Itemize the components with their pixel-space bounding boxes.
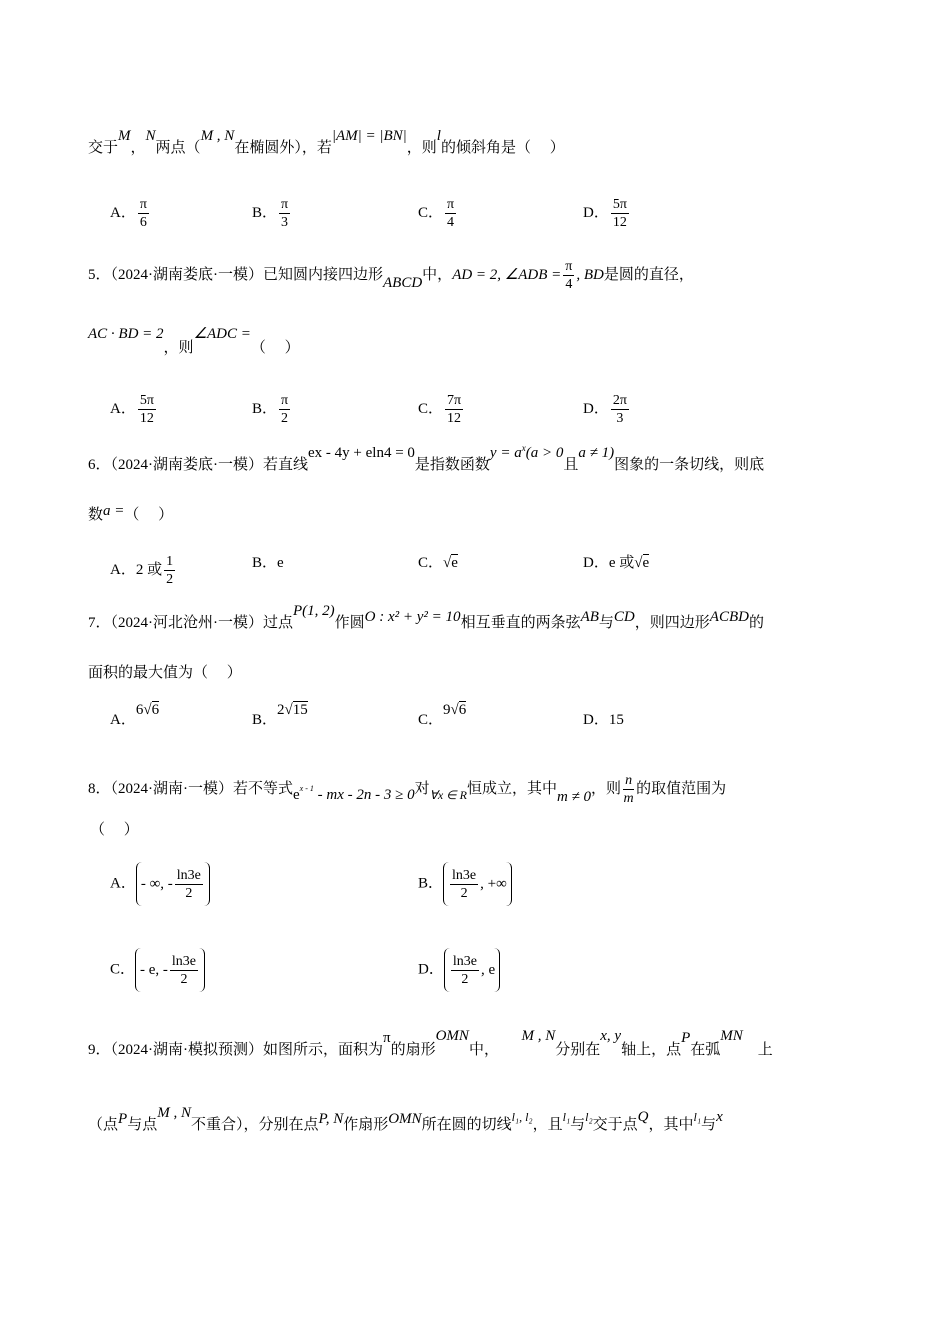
interval [443, 862, 512, 906]
math: N [145, 128, 156, 144]
frac-num: n [625, 773, 633, 788]
math: |AM| = |BN| [331, 128, 407, 144]
text: 交于点 [592, 1117, 638, 1133]
frac-num: ln3e [171, 953, 197, 969]
text: 分别在 [555, 1042, 601, 1058]
fraction [279, 196, 290, 231]
math: x [716, 1109, 723, 1125]
text: 的 [748, 615, 764, 631]
frac-den: 3 [616, 411, 624, 426]
frac-num: 2π [612, 393, 627, 408]
option-label: D． [418, 961, 444, 978]
option-label: A． [110, 875, 136, 892]
q5-stem-2 [88, 326, 300, 356]
math: l₁ [693, 1110, 702, 1124]
q6-option-a [110, 553, 177, 588]
option-label: A． [110, 204, 136, 221]
frac-den: 12 [612, 215, 627, 230]
math: ∠ADC = [193, 326, 251, 342]
math: O : x² + y² = 10 [364, 609, 461, 625]
q7-option-a [110, 702, 160, 730]
math: e [293, 786, 300, 803]
option-label: D． [583, 204, 609, 221]
text: 的取值范围为 [636, 780, 727, 797]
text: 轴上，点 [621, 1042, 682, 1058]
option-text: 15 [608, 712, 624, 728]
text: 交于 [88, 140, 119, 156]
text: ，其中 [648, 1117, 694, 1133]
text: ，则四边形 [634, 615, 710, 631]
frac-num: π [139, 197, 147, 212]
math: l₁ [562, 1110, 571, 1124]
fraction [138, 392, 156, 427]
text: 作圆 [334, 615, 365, 631]
math: ABCD [383, 274, 423, 291]
interval-right: , e [480, 962, 496, 978]
text: 的扇形 [390, 1042, 436, 1058]
frac-den: 2 [166, 572, 174, 587]
q5-option-a [110, 392, 158, 427]
interval [444, 948, 500, 992]
text: 在弧 [690, 1042, 721, 1058]
text: （ ） [250, 340, 300, 356]
option-label: C． [110, 961, 136, 978]
math: l₁, l₂ [511, 1110, 533, 1124]
math: y = a [489, 445, 522, 461]
text: 的倾斜角是（ ） [440, 140, 565, 156]
text: 中， [422, 266, 453, 283]
option-label: B． [418, 875, 444, 892]
text: ，则 [406, 140, 437, 156]
frac-num: 5π [139, 393, 154, 408]
fraction [611, 196, 629, 231]
text: 9．（2024·湖南·模拟预测）如图所示，面积为 [88, 1042, 383, 1058]
text: 恒成立，其中 [466, 780, 557, 797]
frac-den: 3 [281, 215, 289, 230]
text: 作扇形 [343, 1117, 389, 1133]
text: 上 [757, 1042, 773, 1058]
text: ， [130, 140, 146, 156]
frac-num: π [565, 259, 573, 274]
fraction [138, 196, 149, 231]
frac-den: 12 [139, 411, 154, 426]
text: 面积的最大值为（ ） [88, 665, 242, 681]
math: (a > 0 [525, 445, 564, 461]
fraction [450, 867, 478, 902]
radicand: 6 [151, 702, 160, 718]
frac-den: 2 [185, 885, 193, 901]
frac-num: ln3e [452, 867, 477, 883]
math: AD = 2, ∠ADB = [452, 266, 562, 283]
math: P(1, 2) [293, 603, 335, 619]
option-coef: 2 [277, 702, 285, 718]
sqrt-icon: √ [443, 555, 452, 571]
frac-den: 2 [460, 885, 468, 901]
math: a ≠ 1) [578, 445, 615, 461]
math: OMN [388, 1111, 422, 1127]
q6-stem [88, 443, 765, 476]
option-label: B． [252, 204, 278, 221]
math: AB [580, 609, 599, 625]
text: 相互垂直的两条弦 [460, 615, 581, 631]
math: P [118, 1111, 128, 1127]
fraction [175, 867, 203, 902]
sqrt-icon: √ [284, 702, 293, 718]
text: 8．（2024·湖南·一模）若不等式 [88, 780, 293, 797]
q4-option-a [110, 196, 151, 231]
option-label: A． [110, 400, 136, 417]
frac-den: 2 [281, 411, 289, 426]
option-coef: 9 [443, 702, 451, 718]
math: M , N [200, 128, 235, 144]
sqrt-icon: √ [634, 555, 643, 571]
math: P [681, 1030, 691, 1046]
frac-den: m [623, 791, 634, 806]
math: OMN [435, 1028, 469, 1044]
text: 5．（2024·湖南娄底·一模）已知圆内接四边形 [88, 266, 383, 283]
option-label: B． [252, 400, 278, 417]
text: 图象的一条切线，则底 [614, 457, 765, 473]
math: x - 1 [299, 783, 314, 793]
option-label: C． [418, 204, 444, 221]
fraction [445, 196, 456, 231]
text: 中， [468, 1042, 492, 1058]
math: ∀x ∈ R [429, 787, 467, 802]
option-label: D． [583, 555, 609, 571]
math: Q [637, 1109, 649, 1125]
fraction [279, 392, 290, 427]
text: 与 [570, 1117, 586, 1133]
text: 在椭圆外），若 [234, 140, 332, 156]
text: （点 [88, 1117, 119, 1133]
interval-left: - e, - [140, 962, 168, 978]
q6-option-d [583, 553, 649, 573]
frac-den: 12 [447, 411, 462, 426]
text: （ ） [90, 822, 139, 838]
radicand: 6 [458, 702, 467, 718]
option-label: D． [583, 712, 609, 728]
math: CD [613, 609, 635, 625]
interval [136, 862, 210, 906]
frac-num: π [281, 393, 289, 408]
interval-left: - ∞, - [140, 876, 173, 892]
math: AC · BD = 2 [88, 326, 164, 342]
math: x, y [600, 1028, 622, 1044]
math: a = [103, 503, 125, 519]
option-label: B． [252, 555, 278, 571]
q8-option-c [110, 948, 205, 992]
fraction [170, 953, 198, 988]
text: 与 [701, 1117, 717, 1133]
frac-num: ln3e [452, 953, 477, 969]
text: 对 [414, 780, 430, 797]
q5-option-c [418, 392, 465, 427]
sqrt-icon: √ [143, 702, 152, 718]
frac-num: ln3e [176, 867, 201, 883]
option-label: C． [418, 400, 444, 417]
text: 6．（2024·湖南娄底·一模）若直线 [88, 457, 308, 473]
option-text: e 或 [608, 555, 635, 571]
math: l₂ [585, 1110, 593, 1124]
q9-stem [88, 1028, 773, 1060]
q7-stem [88, 603, 764, 633]
text: 与 [598, 615, 614, 631]
q7-option-c [418, 702, 467, 730]
math: P, N [318, 1111, 344, 1127]
q8-stem [88, 772, 726, 807]
radicand: e [642, 555, 650, 571]
option-label: A． [110, 712, 136, 728]
option-label: A． [110, 561, 136, 578]
frac-den: 4 [447, 215, 455, 230]
math: M , N [521, 1028, 556, 1044]
fraction [611, 392, 629, 427]
frac-num: 1 [166, 554, 174, 569]
q8-stem-2 [90, 820, 139, 840]
q6-option-b [252, 553, 284, 573]
q7-option-b [252, 702, 308, 730]
fraction [164, 553, 175, 588]
math: , BD [576, 266, 604, 283]
q5-option-d [583, 392, 631, 427]
text: 7．（2024·河北沧州·一模）过点 [88, 615, 293, 631]
interval [135, 948, 205, 992]
q4-stem [88, 128, 565, 158]
q4-option-c [418, 196, 458, 231]
math: - mx - 2n - 3 ≥ 0 [313, 786, 415, 803]
interval-right: , +∞ [480, 876, 507, 892]
text: 且 [563, 457, 579, 473]
text: 所在圆的切线 [421, 1117, 512, 1133]
text: （ ） [124, 507, 174, 523]
frac-den: 2 [461, 971, 469, 987]
fraction [445, 392, 463, 427]
math: MN [720, 1028, 743, 1044]
option-label: C． [418, 712, 444, 728]
frac-num: π [281, 197, 289, 212]
text: 两点（ [155, 140, 201, 156]
frac-den: 6 [139, 215, 147, 230]
text: 是指数函数 [414, 457, 490, 473]
q5-stem [88, 258, 694, 293]
option-text: 2 或 [135, 561, 163, 578]
math: ACBD [709, 609, 749, 625]
option-text: e [277, 555, 284, 571]
sqrt-icon: √ [450, 702, 459, 718]
q8-option-a [110, 862, 210, 906]
option-label: D． [583, 400, 609, 417]
q9-stem-2 [88, 1105, 723, 1135]
frac-den: 2 [180, 971, 188, 987]
math: l [436, 128, 441, 144]
q5-option-b [252, 392, 292, 427]
frac-den: 4 [565, 277, 573, 292]
math: M [118, 128, 131, 144]
math: M , N [157, 1105, 191, 1121]
text: 是圆的直径， [603, 266, 694, 283]
math: m ≠ 0 [556, 788, 592, 805]
text: ，则 [591, 780, 622, 797]
fraction [451, 953, 479, 988]
text: 数 [88, 507, 104, 523]
frac-num: 5π [612, 197, 627, 212]
q8-option-b [418, 862, 512, 906]
q4-option-b [252, 196, 292, 231]
text: 不重合），分别在点 [190, 1117, 319, 1133]
text: ，则 [163, 340, 194, 356]
q4-option-d [583, 196, 631, 231]
q8-option-d [418, 948, 500, 992]
q7-stem-2 [88, 663, 242, 683]
radicand: 15 [292, 702, 308, 718]
option-label: C． [418, 555, 444, 571]
q7-option-d [583, 710, 624, 730]
q6-stem-2 [88, 505, 173, 525]
math: x [521, 443, 526, 453]
frac-num: π [447, 197, 455, 212]
frac-num: 7π [447, 393, 462, 408]
radicand: e [451, 555, 458, 571]
math: ex - 4y + eln4 = 0 [308, 445, 415, 461]
q6-option-c [418, 553, 458, 573]
option-label: B． [252, 712, 278, 728]
text: 与点 [127, 1117, 158, 1133]
math: π [383, 1030, 391, 1046]
option-coef: 6 [135, 702, 144, 718]
text: ，且 [532, 1117, 563, 1133]
